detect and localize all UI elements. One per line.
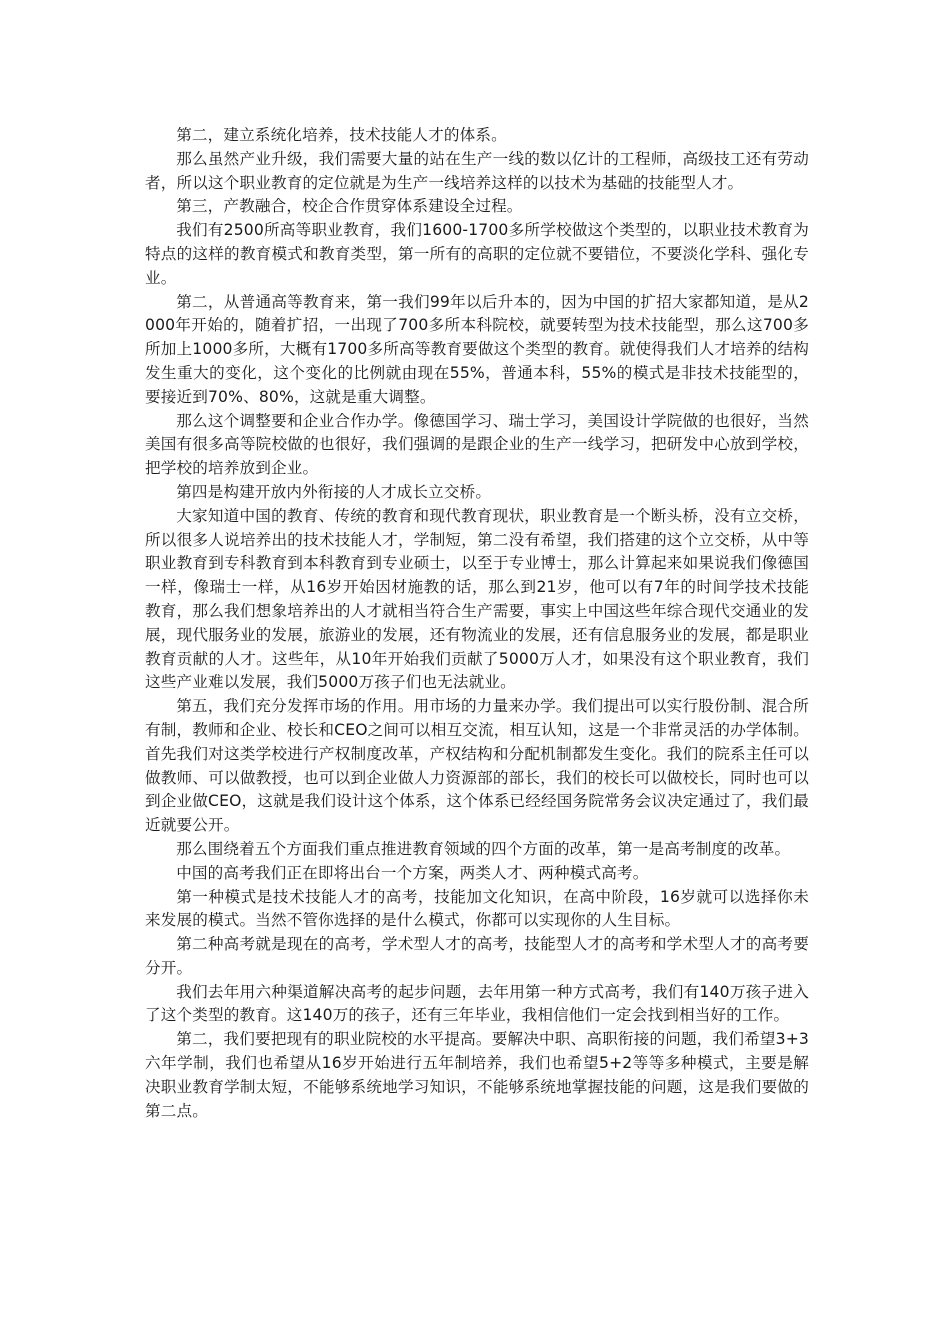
paragraph: 第二种高考就是现在的高考，学术型人才的高考，技能型人才的高考和学术型人才的高考要分开。 xyxy=(145,935,809,977)
paragraph: 第三，产教融合，校企合作贯穿体系建设全过程。 xyxy=(176,197,523,216)
paragraph: 我们有2500所高等职业教育，我们1600-1700多所学校做这个类型的，以职业技术教育为特点的这样的教育模式和教育类型，第一所有的高职的定位就不要错位，不要淡化学科、强化专业。 xyxy=(145,221,809,287)
paragraph: 那么围绕着五个方面我们重点推进教育领域的四个方面的改革，第一是高考制度的改革。 xyxy=(176,839,791,858)
paragraph: 第二，我们要把现有的职业院校的水平提高。要解决中职、高职衔接的问题，我们希望3+3六年学制，我们也希望从16岁开始进行五年制培养，我们也希望5+2等等多种模式，主要是解决职业教育学制太短，不能够系统地学习知识，不能够系统地掌握技能的问题，这是我们要做的第二点。 xyxy=(145,1030,809,1120)
paragraph: 中国的高考我们正在即将出台一个方案，两类人才、两种模式高考。 xyxy=(176,863,649,882)
paragraph: 我们去年用六种渠道解决高考的起步问题，去年用第一种方式高考，我们有140万孩子进入了这个类型的教育。这140万的孩子，还有三年毕业，我相信他们一定会找到相当好的工作。 xyxy=(145,982,809,1025)
paragraph: 第五，我们充分发挥市场的作用。用市场的力量来办学。我们提出可以实行股份制、混合所有制，教师和企业、校长和CEO之间可以相互交流，相互认知，这是一个非常灵活的办学体制。首先我们对这类学校进行产权制度改革，产权结构和分配机制都发生变化。我们的院系主任可以做教师、可以做教授，也可以到企业做人力资源部的部长，我们的校长可以做校长，同时也可以到企业做CEO，这就是我们设计这个体系，这个体系已经经国务院常务会议决定通过了，我们最近就要公开。 xyxy=(145,697,809,835)
paragraph: 第四是构建开放内外衔接的人才成长立交桥。 xyxy=(176,482,492,501)
paragraph: 第一种模式是技术技能人才的高考，技能加文化知识，在高中阶段，16岁就可以选择你未来发展的模式。当然不管你选择的是什么模式，你都可以实现你的人生目标。 xyxy=(145,887,809,930)
paragraph: 第二，从普通高等教育来，第一我们99年以后升本的，因为中国的扩招大家都知道，是从2000年开始的，随着扩招，一出现了700多所本科院校，就要转型为技术技能型，那么这700多所加上1000多所，大概有1700多所高等教育要做这个类型的教育。就使得我们人才培养的结构发生重大的变化，这个变化的比例就由现在55%，普通本科，55%的模式是非技术技能型的，要接近到70%、80%，这就是重大调整。 xyxy=(145,292,809,406)
paragraph: 那么虽然产业升级，我们需要大量的站在生产一线的数以亿计的工程师，高级技工还有劳动者，所以这个职业教育的定位就是为生产一线培养这样的以技术为基础的技能型人才。 xyxy=(145,149,809,192)
paragraph: 那么这个调整要和企业合作办学。像德国学习、瑞士学习，美国设计学院做的也很好，当然美国有很多高等院校做的也很好，我们强调的是跟企业的生产一线学习，把研发中心放到学校，把学校的培养放到企业。 xyxy=(145,411,809,478)
document-body xyxy=(145,124,809,1123)
paragraph: 第二，建立系统化培养，技术技能人才的体系。 xyxy=(176,126,507,144)
paragraph: 大家知道中国的教育、传统的教育和现代教育现状，职业教育是一个断头桥，没有立交桥，所以很多人说培养出的技术技能人才，学制短，第二没有希望，我们搭建的这个立交桥，从中等职业教育到专科教育到本科教育到专业硕士，以至于专业博士，那么计算起来如果说我们像德国一样，像瑞士一样，从16岁开始因材施教的话，那么到21岁，他可以有7年的时间学技术技能教育，那么我们想象培养出的人才就相当符合生产需要，事实上中国这些年综合现代交通业的发展，现代服务业的发展，旅游业的发展，还有物流业的发展，还有信息服务业的发展，都是职业教育贡献的人才。这些年，从10年开始我们贡献了5000万人才，如果没有这个职业教育，我们这些产业难以发展，我们5000万孩子们也无法就业。 xyxy=(145,506,809,692)
